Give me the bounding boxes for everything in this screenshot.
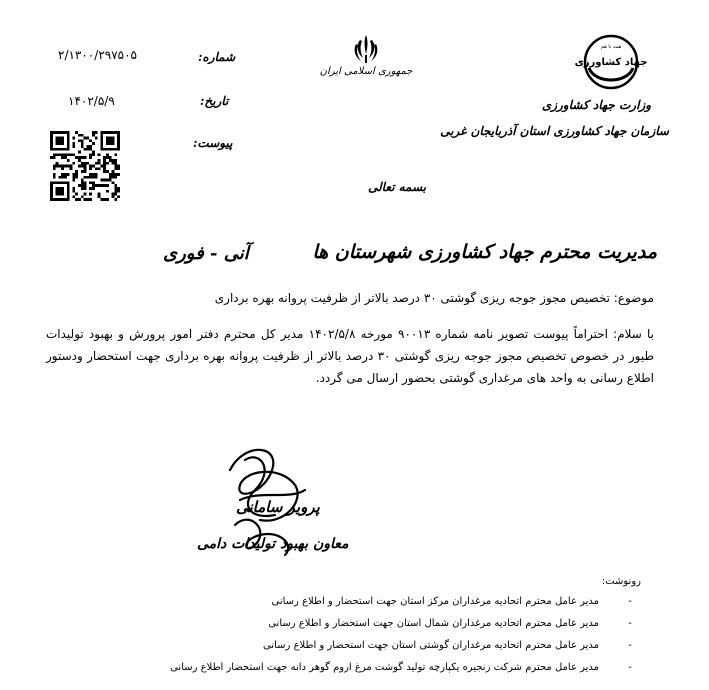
date-label: تاریخ: [200, 94, 229, 108]
number-label: شماره: [198, 50, 236, 64]
cc-list [119, 596, 639, 684]
besmellah: بسمه تعالی [368, 180, 427, 194]
cc-label: رونوشت: [601, 576, 641, 587]
signatory-title: معاون بهبود تولیدات دامی [197, 536, 349, 552]
svg-text:جهاد کشاورزی: جهاد کشاورزی [574, 57, 648, 68]
cc-item: - مدیر عامل محترم اتحادیه مرغداران مرکز استان جهت استحضار و اطلاع رسانی [271, 596, 632, 607]
attachment-label: پیوست: [193, 136, 233, 150]
date-value: ۱۴۰۲/۵/۹ [68, 94, 115, 108]
number-value: ۲/۱۳۰۰/۲۹۷۵۰۵ [58, 48, 137, 62]
jihad-keshavarzi-logo [574, 34, 648, 90]
urgency-label: آنی - فوری [163, 243, 249, 264]
letter-body: با سلام: احتراماً پیوست تصویر نامه شماره ۹۰۰۱۳ مورخه ۱۴۰۲/۵/۸ مدیر کل محترم دفتر امور پرورش و بهبود تولیدات طیور در خصوص تخصیص مجوز جوجه ریزی گوشتی ۳۰ درصد بالاتر از ظرفیت پروانه بهره برداری جهت استحضار ودستور اطلاع رسانی به واحد های مرغداری گوشتی بحضور ارسال می گردد. [46, 327, 654, 385]
svg-text:همه با هم: همه با هم [600, 44, 622, 50]
cc-item: - مدیر عامل محترم اتحادیه مرغداران شمال استان جهت استحضار و اطلاع رسانی [268, 618, 632, 629]
iran-emblem-icon [349, 32, 383, 66]
organization-name: سازمان جهاد کشاورزی استان آذربایجان غربی [440, 124, 669, 138]
qr-code-icon [50, 131, 120, 201]
cc-item: - مدیر عامل محترم شرکت زنجیره یکپارچه تولید گوشت مرغ اروم گوهر دانه جهت استحضار اطلاع رسانی [170, 662, 632, 673]
signatory-name: پرویز سامانی [236, 498, 320, 516]
ministry-name: وزارت جهاد کشاورزی [541, 98, 651, 112]
subject-line: موضوع: تخصیص مجوز جوجه ریزی گوشتی ۳۰ درصد بالاتر از ظرفیت پروانه بهره برداری [214, 291, 654, 305]
emblem-caption: جمهوری اسلامی ایران [319, 66, 413, 77]
cc-item: - مدیر عامل محترم اتحادیه مرغداران گوشتی استان جهت استحضار و اطلاع رسانی [263, 640, 632, 651]
recipient: مدیریت محترم جهاد کشاورزی شهرستان ها [312, 241, 657, 263]
